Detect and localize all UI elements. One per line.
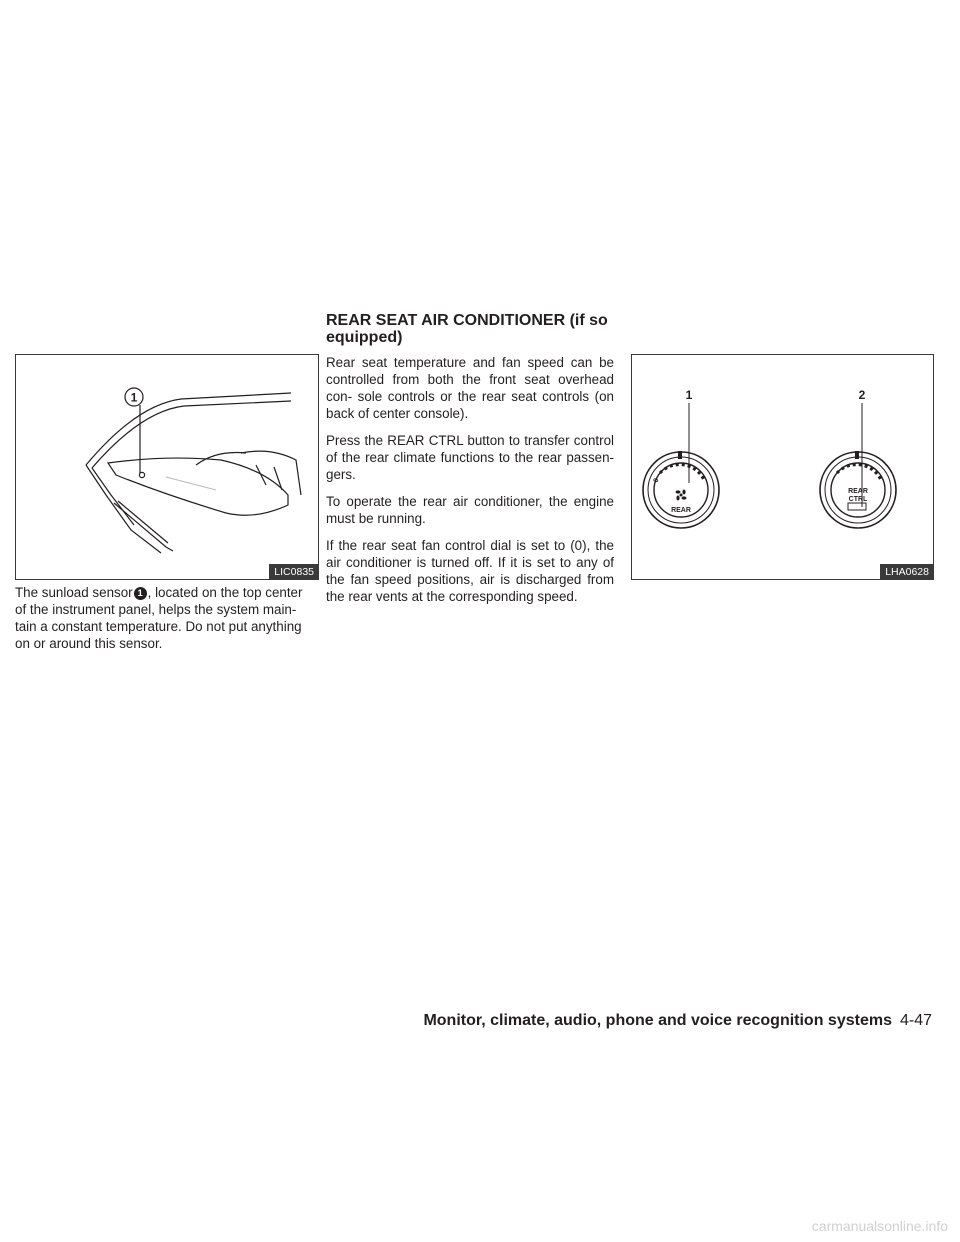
figure-code: LIC0835 bbox=[269, 564, 318, 579]
watermark: carmanualsonline.info bbox=[811, 1218, 948, 1234]
heading-line-2: equipped) bbox=[326, 329, 403, 346]
paragraph-4: If the rear seat fan control dial is set to (0), the air conditioner is turned off. If it is set to any of the fan speed positions, air is discharged from the rear vents at the corresponding speed. bbox=[326, 538, 614, 604]
sensor-text-line-3: tain a constant temperature. Do not put anything bbox=[15, 619, 302, 634]
paragraph-2: Press the REAR CTRL button to transfer control of the rear climate functions to the rear passen- gers. bbox=[326, 433, 614, 482]
footer-section-title: Monitor, climate, audio, phone and voice recognition systems bbox=[423, 1012, 892, 1029]
callout-marker-1: 1 bbox=[134, 587, 147, 600]
fan-icon bbox=[676, 490, 687, 501]
paragraph-3: To operate the rear air conditioner, the engine must be running. bbox=[326, 494, 614, 526]
callout-1: 1 bbox=[685, 388, 693, 402]
dial-zero-label: 0 bbox=[652, 477, 661, 484]
rear-controls-figure bbox=[631, 354, 934, 580]
dashboard-illustration bbox=[16, 355, 318, 579]
sunload-sensor-marker bbox=[139, 472, 144, 477]
heading-line-1: REAR SEAT AIR CONDITIONER (if so bbox=[326, 312, 608, 329]
section-heading bbox=[326, 312, 626, 346]
sensor-text-start: The sunload sensor bbox=[15, 585, 133, 600]
figure-code: LHA0628 bbox=[880, 564, 933, 579]
rear-dials-illustration bbox=[632, 355, 933, 579]
sensor-text-line-2: of the instrument panel, helps the system main- bbox=[15, 602, 297, 617]
rear-ctrl-label-line-2: CTRL bbox=[848, 496, 868, 503]
callout-2: 2 bbox=[858, 388, 866, 402]
rear-ctrl-label-line-1: REAR bbox=[848, 488, 868, 495]
sensor-text-line-4: on or around this sensor. bbox=[15, 636, 163, 651]
paragraph-1: Rear seat temperature and fan speed can be controlled from both the front seat overhead con- sole controls or the rear seat controls (on back of center console). bbox=[326, 355, 614, 421]
page-number: 4-47 bbox=[899, 1012, 932, 1029]
callout-number: 1 bbox=[130, 390, 138, 405]
rear-ac-text bbox=[326, 354, 614, 615]
page-footer bbox=[423, 1012, 932, 1030]
sunload-sensor-text bbox=[15, 584, 317, 652]
sensor-text-line-1: , located on the top center bbox=[147, 585, 303, 600]
rear-dial-label: REAR bbox=[671, 507, 691, 514]
sunload-sensor-figure bbox=[15, 354, 319, 580]
